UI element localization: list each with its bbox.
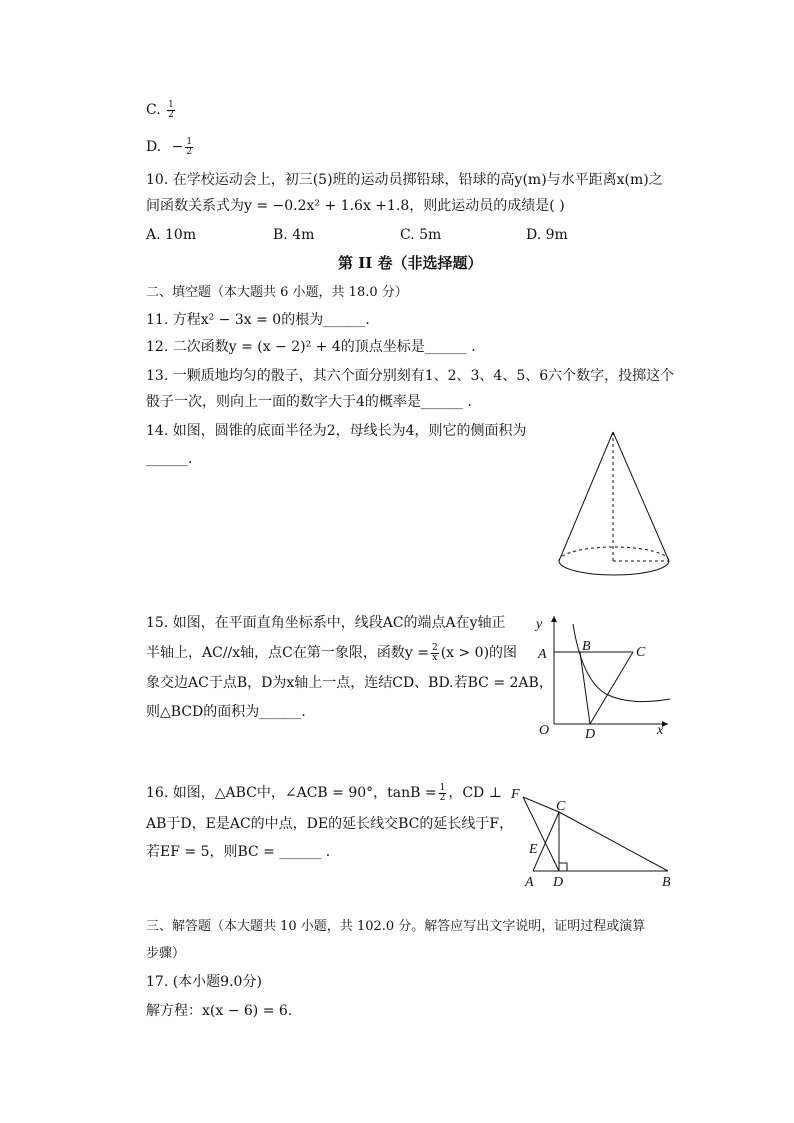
segment-fc — [523, 797, 559, 812]
q12: 12. 二次函数y = (x − 2)² + 4的顶点坐标是______ . — [146, 339, 476, 355]
label-y: y — [536, 617, 543, 632]
q17-body: 解方程：x(x − 6) = 6. — [146, 1003, 293, 1019]
option-c-denominator: 2 — [168, 109, 174, 120]
label-a-tri: A — [525, 875, 534, 890]
hyperbola-curve — [573, 624, 670, 702]
label-b-tri: B — [662, 875, 671, 890]
q11: 11. 方程x² − 3x = 0的根为______. — [146, 312, 370, 328]
q16-line2: AB于D，E是AC的中点，DE的延长线交BC的延长线于F， — [146, 816, 514, 832]
cone-right-slant — [613, 432, 669, 561]
q10-option-b: B. 4m — [273, 227, 315, 243]
q15-figure — [530, 610, 675, 740]
label-o: O — [539, 723, 550, 738]
option-d-denominator: 2 — [186, 146, 193, 157]
segment-fd — [523, 797, 559, 871]
label-d: D — [585, 727, 596, 740]
q13-line1: 13. 一颗质地均匀的骰子，其六个面分别刻有1、2、3、4、5、6六个数字，投掷这个 — [146, 368, 675, 384]
option-c — [146, 100, 177, 120]
option-c-label: C. — [146, 102, 161, 118]
q15-frac-numerator: 2 — [431, 642, 438, 653]
cone-base-front — [559, 561, 669, 575]
q15-line2 — [146, 643, 517, 663]
segment-cd — [590, 652, 633, 724]
option-d-fraction — [185, 138, 193, 157]
q10-option-c: C. 5m — [400, 227, 442, 243]
q16-figure — [505, 782, 680, 892]
q15-line2-start: 半轴上，AC//x轴，点C在第一象限，函数y = — [146, 645, 429, 661]
q10-line1: 10. 在学校运动会上，初三(5)班的运动员掷铅球，铅球的高y(m)与水平距离x(m)之 — [146, 172, 663, 188]
q15-line2-end: (x > 0)的图 — [440, 645, 518, 661]
q16-frac-denominator: 2 — [439, 792, 446, 803]
q15-line4: 则△BCD的面积为______. — [146, 704, 306, 720]
segment-bd — [580, 652, 590, 724]
q14-line2: ______. — [146, 451, 193, 467]
option-d-sign: − — [171, 139, 184, 155]
segment-bc-tri — [559, 812, 668, 871]
q16-fraction — [439, 784, 447, 803]
q15-line3: 象交边AC于点B，D为x轴上一点，连结CD、BD.若BC = 2AB， — [146, 675, 553, 691]
q16-line3: 若EF = 5，则BC = ______ . — [146, 844, 331, 860]
label-x: x — [657, 723, 664, 738]
volume2-title: 第 II 卷（非选择题） — [338, 254, 483, 272]
label-f: F — [511, 787, 520, 802]
right-angle-mark — [559, 863, 567, 871]
q16-line1-end: ，CD ⊥ — [448, 785, 502, 801]
q16-line1 — [146, 783, 502, 803]
cone-left-slant — [559, 432, 613, 561]
q15-line1: 15. 如图，在平面直角坐标系中，线段AC的端点A在y轴正 — [146, 615, 506, 631]
q10-line2: 间函数关系式为y = −0.2x² + 1.6x +1.8，则此运动员的成绩是( ) — [146, 198, 565, 214]
label-a: A — [538, 647, 547, 662]
q14-line1: 14. 如图，圆锥的底面半径为2，母线长为4，则它的侧面积为 — [146, 423, 527, 439]
label-c: C — [636, 645, 646, 660]
label-b: B — [582, 639, 591, 654]
q10-option-d: D. 9m — [526, 227, 568, 243]
option-c-numerator: 1 — [168, 99, 174, 110]
section2-heading: 二、填空题（本大题共 6 小题，共 18.0 分） — [146, 285, 408, 300]
q17-header: 17. (本小题9.0分) — [146, 974, 262, 990]
option-d — [146, 137, 195, 157]
y-axis-arrow — [551, 616, 557, 622]
option-c-fraction — [167, 101, 175, 120]
cone-base-back — [559, 547, 669, 561]
label-d-tri: D — [553, 875, 564, 890]
section3-heading-line2: 步骤） — [146, 946, 186, 961]
q16-line1-start: 16. 如图，△ABC中，∠ACB = 90°，tanB = — [146, 785, 437, 801]
cone-figure — [555, 428, 680, 583]
option-d-numerator: 1 — [186, 136, 193, 147]
q13-line2: 骰子一次，则向上一面的数字大于4的概率是______ . — [146, 394, 472, 410]
section3-heading-line1: 三、解答题（本大题共 10 小题，共 102.0 分。解答应写出文字说明，证明过程或演算 — [146, 919, 646, 934]
label-c-tri: C — [556, 799, 566, 814]
q10-option-a: A. 10m — [146, 227, 197, 243]
label-e: E — [529, 842, 538, 857]
q16-frac-numerator: 1 — [439, 782, 446, 793]
option-d-label: D. — [146, 139, 162, 155]
q15-fraction — [431, 644, 439, 663]
q15-frac-denominator: x — [432, 652, 438, 663]
